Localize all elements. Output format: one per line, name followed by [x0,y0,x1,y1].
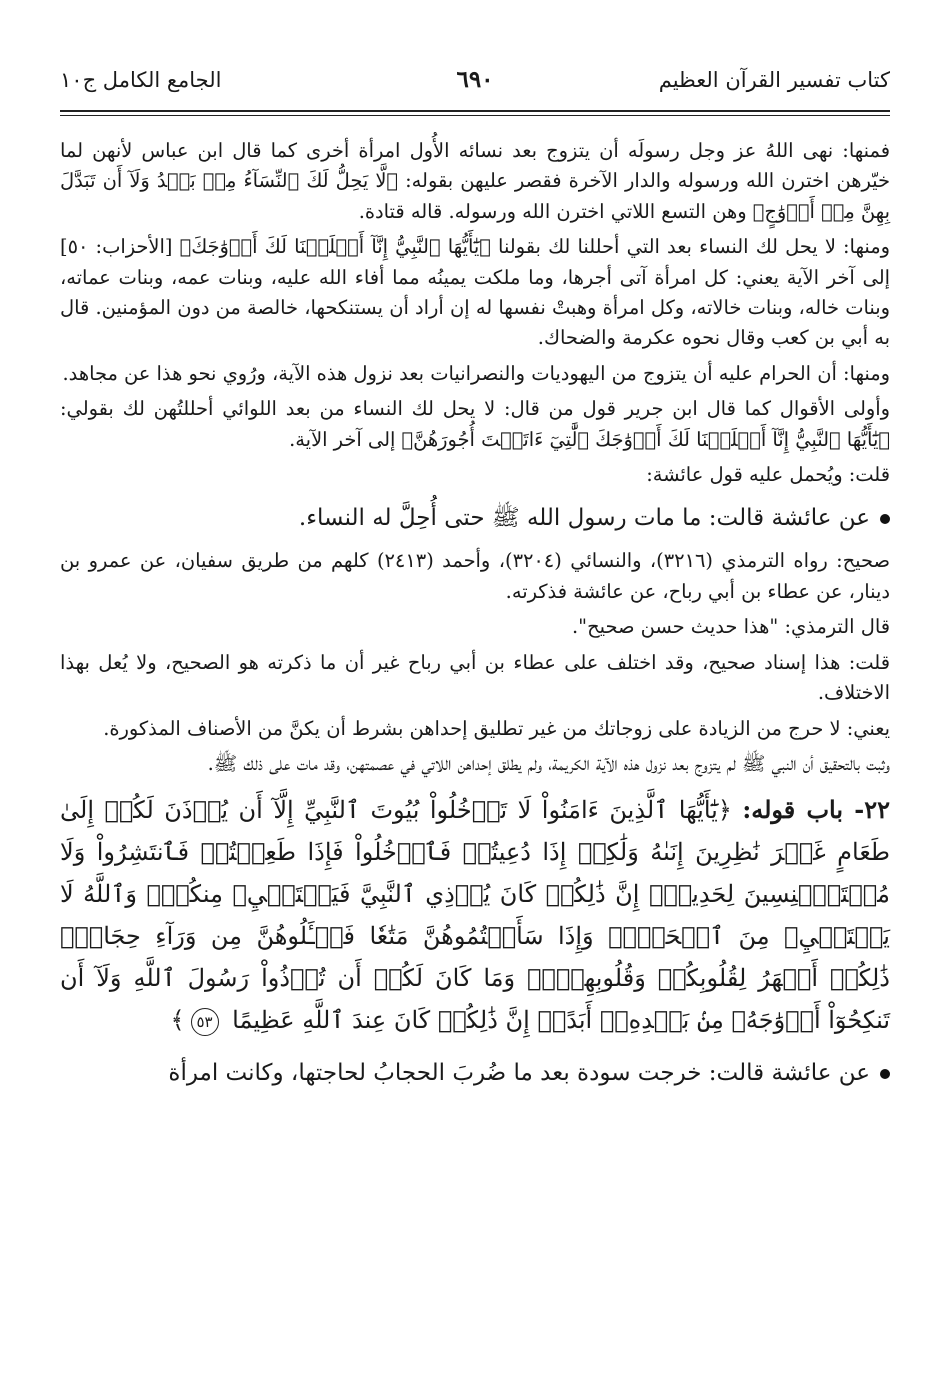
hadith-entry [60,498,890,538]
chapter-label: ٢٢- باب قوله: [742,795,890,825]
chapter-heading [60,789,890,1041]
paragraph: وأولى الأقوال كما قال ابن جرير قول من قال: لا يحل لك النساء من بعد اللوائي أحللتُهن لك بقولي: ﴿يَٰٓأَيُّهَا ٱلنَّبِيُّ إِنَّآ أَحۡلَلۡنَا لَكَ أَزۡوَٰجَكَ ٱلَّٰتِيٓ ءَاتَيۡتَ أُجُورَهُنَّ﴾ إلى آخر الآية. [60,397,890,451]
header-rule-thick [60,110,890,112]
header-rule-thin [60,115,890,116]
bullet-icon [880,1069,890,1079]
paragraph: قال الترمذي: "هذا حديث حسن صحيح". [572,615,890,639]
paragraph: ومنها: لا يحل لك النساء بعد التي أحللنا لك بقولنا ﴿يَٰٓأَيُّهَا ٱلنَّبِيُّ إِنَّآ أَحۡلَلۡنَا لَكَ أَزۡوَٰجَكَ﴾ [الأحزاب: ٥٠] إلى آخر الآية يعني: كل امرأة آتى أجرها، وما ملكت يمينُه مما أفاء الله عليه، وبنات عمه، وبنات عماته، وبنات خاله، وبنات خالاته، وكل امرأة وهبتْ نفسها له إن أراد أن يستنكحها، خالصة من دون المؤمنين. قال به أبي بن كعب وقال نحوه عكرمة والضحاك. [60,235,890,350]
paragraph: قلت: هذا إسناد صحيح، وقد اختلف على عطاء بن أبي رباح غير أن ما ذكرته هو الصحيح، ولا يُعل بهذا الاختلاف. [60,650,890,705]
paragraph: صحيح: رواه الترمذي (٣٢١٦)، والنسائي (٣٢٠٤)، وأحمد (٢٤١٣) كلهم من طريق سفيان، عن عمرو بن دينار، عن عطاء بن أبي رباح، عن عائشة فذكرته. [60,549,890,603]
hadith-text: عن عائشة قالت: ما مات رسول الله ﷺ حتى أُحِلَّ له النساء. [298,505,870,532]
page-header [60,58,890,108]
hadith-entry [60,1053,890,1093]
hadith-text: عن عائشة قالت: خرجت سودة بعد ما ضُربَ الحجابُ لحاجتها، وكانت امرأة [168,1060,870,1087]
verse-number-icon: ٥٣ [191,1008,219,1036]
paragraph: يعني: لا حرج من الزيادة على زوجاتك من غير تطليق إحداهن بشرط أن يكنَّ من الأصناف المذكورة. [103,716,890,740]
volume-label: الجامع الكامل ج١٠ [60,68,222,92]
quran-verse: ﴿يَٰٓأَيُّهَا ٱلَّذِينَ ءَامَنُواْ لَا تَدۡخُلُواْ بُيُوتَ ٱلنَّبِيِّ إِلَّآ أَن يُؤۡذَنَ لَكُمۡ إِلَىٰ طَعَامٍ غَيۡرَ نَٰظِرِينَ إِنَىٰهُ وَلَٰكِنۡ إِذَا دُعِيتُمۡ فَٱدۡخُلُواْ فَإِذَا طَعِمۡتُمۡ فَٱنتَشِرُواْ وَلَا مُسۡتَـٔۡنِسِينَ لِحَدِيثٍۚ إِنَّ ذَٰلِكُمۡ كَانَ يُؤۡذِي ٱلنَّبِيَّ فَيَسۡتَحۡيِۦ مِنكُمۡۖ وَٱللَّهُ لَا يَسۡتَحۡيِۦ مِنَ ٱلۡحَقِّۚ وَإِذَا سَأَلۡتُمُوهُنَّ مَتَٰعٗا فَسۡـَٔلُوهُنَّ مِن وَرَآءِ حِجَابٖۚ ذَٰلِكُمۡ أَطۡهَرُ لِقُلُوبِكُمۡ وَقُلُوبِهِنَّۚ وَمَا كَانَ لَكُمۡ أَن تُؤۡذُواْ رَسُولَ ٱللَّهِ وَلَآ أَن تَنكِحُوٓاْ أَزۡوَٰجَهُۥ مِنۢ بَعۡدِهِۦٓ أَبَدًاۚ إِنَّ ذَٰلِكُمۡ كَانَ عِندَ ٱللَّهِ عَظِيمًا [60,796,890,1035]
paragraph: فمنها: نهى اللهُ عز وجل رسولَه أن يتزوج بعد نسائه الأُول امرأة أخرى كما قال ابن عباس لأنهن لما خيّرهن اخترن الله ورسوله والدار الآخرة فقصر عليهن بقوله: ﴿لَّا يَحِلُّ لَكَ ٱلنِّسَآءُ مِنۢ بَعۡدُ وَلَآ أَن تَبَدَّلَ بِهِنَّ مِنۡ أَزۡوَٰجٍ﴾ وهن التسع اللاتي اخترن الله ورسوله. قاله قتادة. [60,139,890,223]
page-body [60,136,890,1101]
paragraph: قلت: ويُحمل عليه قول عائشة: [646,463,890,487]
paragraph: وثبت بالتحقيق أن النبي ﷺ لم يتزوج بعد نزول هذه الآية الكريمة، ولم يطلق إحداهن اللاتي في عصمتهن، وقد مات على ذلك ﷺ. [207,751,890,775]
book-title: كتاب تفسير القرآن العظيم [658,68,890,92]
bullet-icon [880,514,890,524]
page-number: ٦٩٠ [456,66,494,93]
paragraph: ومنها: أن الحرام عليه أن يتزوج من اليهوديات والنصرانيات بعد نزول هذه الآية، ورُوي نحو هذا عن مجاهد. [62,361,890,385]
verse-close-bracket: ﴾ [170,1006,185,1035]
book-page [60,58,890,1087]
